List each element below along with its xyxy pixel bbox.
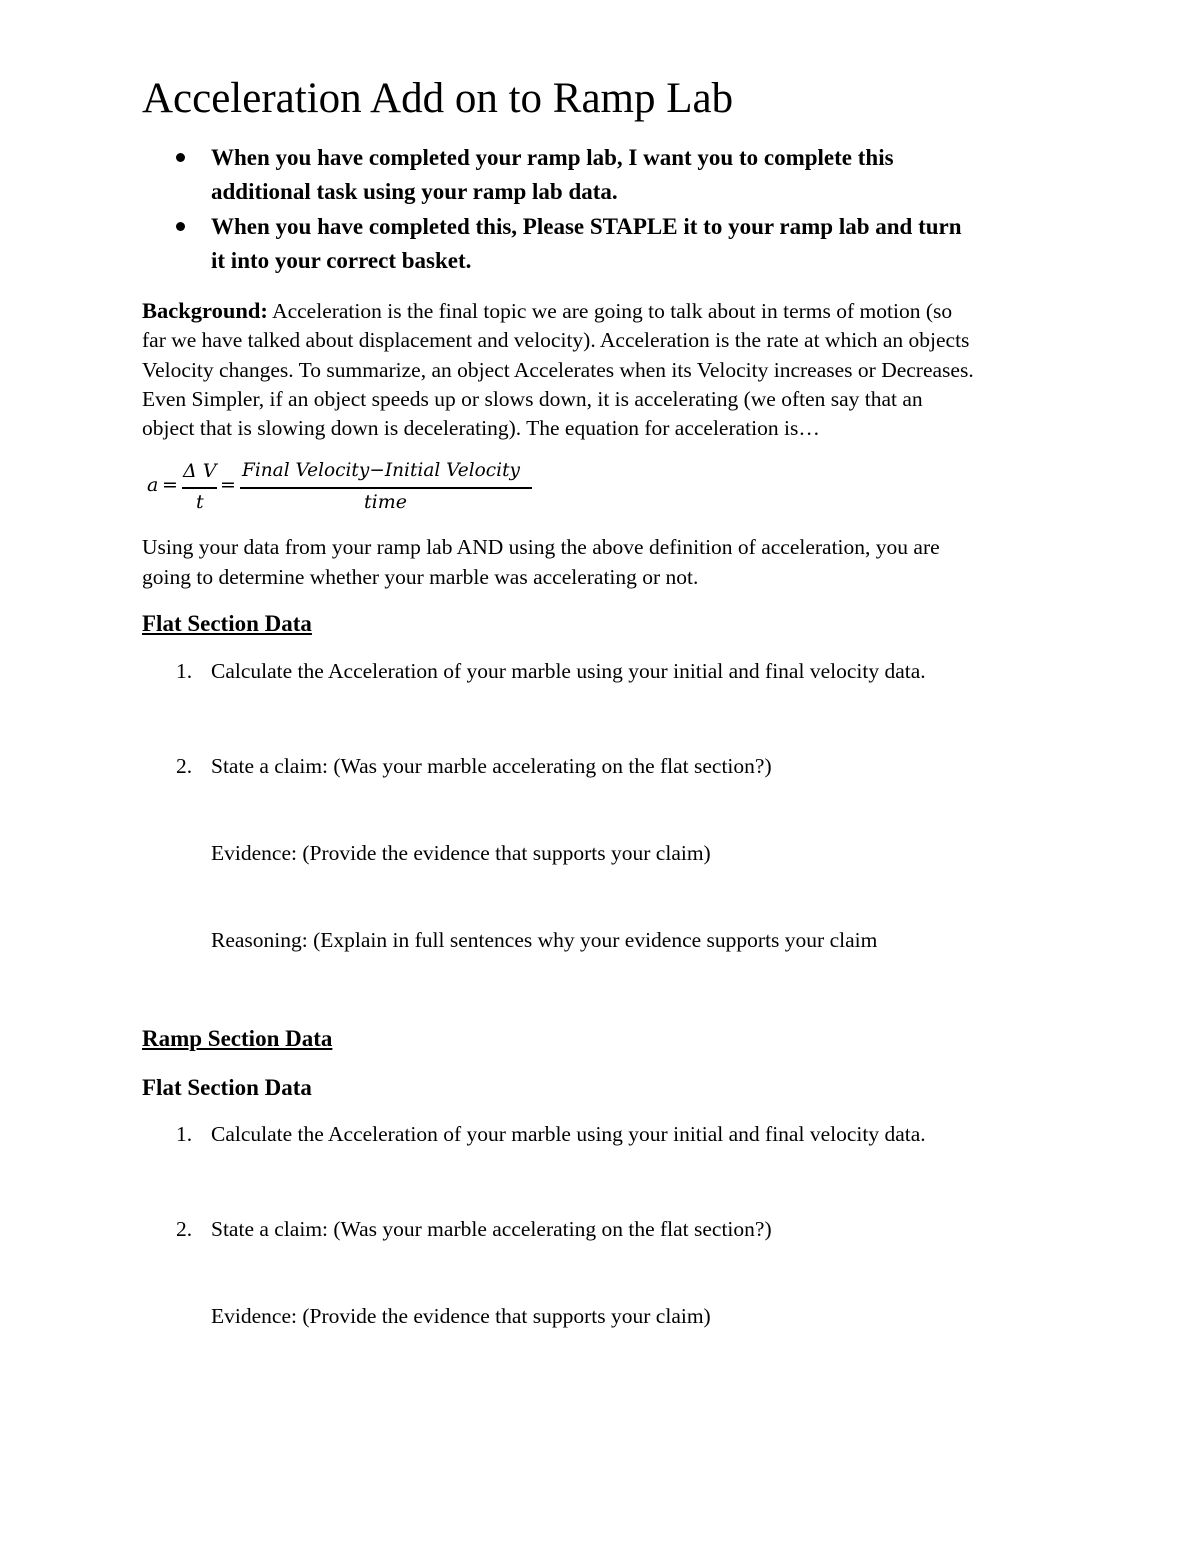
equation-lhs: a — [147, 474, 159, 496]
page-title: Acceleration Add on to Ramp Lab — [142, 75, 734, 122]
flat-item-1-number: 1. — [176, 659, 193, 683]
ramp-item-2-text: State a claim: (Was your marble accelerating on the flat section?) — [211, 1217, 772, 1241]
equation-delta-v: Δ V — [183, 460, 217, 482]
bullet-2-line-1: When you have completed this, Please STAPLE it to your ramp lab and turn — [211, 214, 962, 239]
bullet-icon — [176, 222, 185, 231]
equation-numerator: Final Velocity−Initial Velocity — [242, 460, 520, 481]
background-label: Background: — [142, 298, 268, 323]
fraction-bar — [182, 487, 217, 489]
flat-evidence: Evidence: (Provide the evidence that supports your claim) — [211, 841, 711, 865]
ramp-item-1-number: 1. — [176, 1122, 193, 1146]
background-line-3: Velocity changes. To summarize, an object Accelerates when its Velocity increases or Decreases. — [142, 358, 974, 382]
equation-equals-1: = — [162, 474, 178, 496]
background-text-1: Acceleration is the final topic we are going to talk about in terms of motion (so — [267, 299, 953, 323]
bullet-2-line-2: it into your correct basket. — [211, 248, 472, 273]
background-line-1 — [142, 296, 952, 326]
intro-line-1: Using your data from your ramp lab AND using the above definition of acceleration, you are — [142, 535, 940, 559]
equation-denominator: time — [364, 491, 407, 513]
ramp-item-1-text: Calculate the Acceleration of your marble using your initial and final velocity data. — [211, 1122, 926, 1146]
flat-reasoning: Reasoning: (Explain in full sentences why your evidence supports your claim — [211, 928, 878, 952]
equation-equals-2: = — [220, 474, 236, 496]
flat-section-heading: Flat Section Data — [142, 611, 312, 636]
flat-item-2-number: 2. — [176, 754, 193, 778]
bullet-1-line-2: additional task using your ramp lab data. — [211, 179, 618, 204]
flat-item-1-text: Calculate the Acceleration of your marble using your initial and final velocity data. — [211, 659, 926, 683]
background-line-5: object that is slowing down is decelerating). The equation for acceleration is… — [142, 416, 820, 440]
background-line-2: far we have talked about displacement and velocity). Acceleration is the rate at which an objects — [142, 328, 970, 352]
ramp-evidence: Evidence: (Provide the evidence that supports your claim) — [211, 1304, 711, 1328]
flat-item-2-text: State a claim: (Was your marble accelerating on the flat section?) — [211, 754, 772, 778]
ramp-section-heading: Ramp Section Data — [142, 1026, 333, 1051]
fraction-bar — [240, 487, 532, 489]
equation-t: t — [196, 491, 204, 513]
ramp-item-2-number: 2. — [176, 1217, 193, 1241]
bullet-icon — [176, 153, 185, 162]
intro-line-2: going to determine whether your marble was accelerating or not. — [142, 565, 699, 589]
background-line-4: Even Simpler, if an object speeds up or slows down, it is accelerating (we often say that an — [142, 387, 923, 411]
ramp-section-subheading: Flat Section Data — [142, 1075, 312, 1100]
bullet-1-line-1: When you have completed your ramp lab, I want you to complete this — [211, 145, 894, 170]
